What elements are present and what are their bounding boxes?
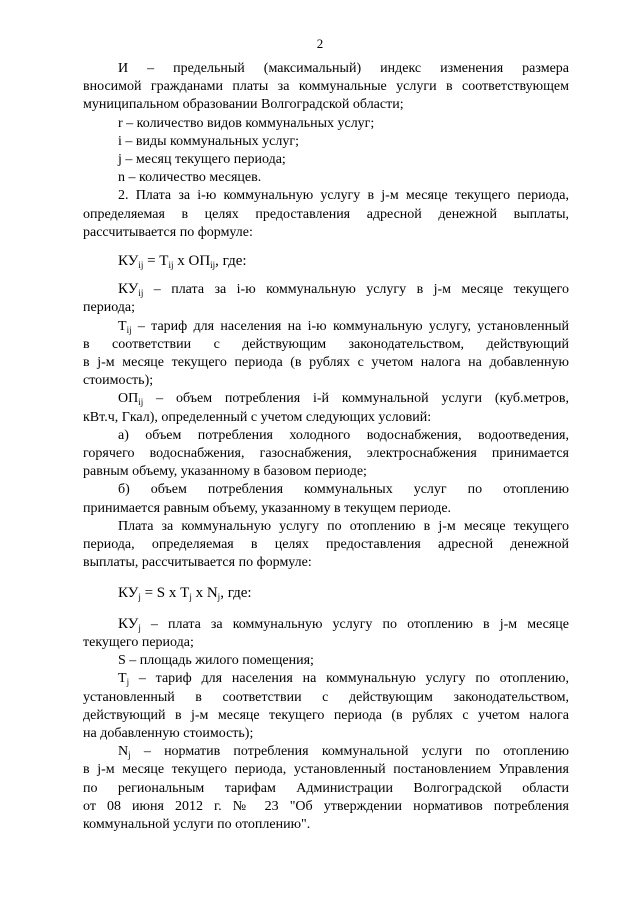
text-line: i – виды коммунальных услуг; [118, 133, 299, 149]
formula-1: $КУ_{ij} = Т_{ij}$ x $ОП_{ij}$, где: [118, 253, 247, 271]
text-line: равным объему, указанному в базовом периоде; [83, 464, 367, 480]
heating-paragraph: Плата за коммунальную услугу по отоплению в j-м месяце текущего [118, 518, 569, 534]
text-line: n – количество месяцев. [118, 170, 262, 186]
definition-t-j: $Т_j$ – тариф для населения на коммунальную услугу по отоплению, [118, 671, 569, 688]
text-line: j – месяц текущего периода; [118, 152, 286, 168]
text-line: в соответствии с действующим законодательством, действующий [83, 336, 569, 352]
text-line: периода, определяемая в целях предоставления адресной денежной [83, 537, 569, 553]
text-line: в j-м месяце текущего периода (в рублях с учетом налога на добавленную [83, 355, 569, 371]
text-line: от 08 июня 2012 г. № 23 "Об утверждении нормативов потребления [83, 798, 569, 814]
text-line: действующий в j-м месяце текущего периода (в рублях с учетом налога [83, 707, 569, 723]
text-line: периода; [83, 300, 136, 316]
condition-a: а) объем потребления холодного водоснабжения, водоотведения, [118, 427, 569, 443]
page-number: 2 [316, 36, 324, 51]
text-line: горячего водоснабжения, газоснабжения, электроснабжения принимается [83, 446, 569, 462]
text-line: установленный в соответствии с действующим законодательством, [83, 689, 569, 705]
text-line: 2. Плата за i-ю коммунальную услугу в j-м месяце текущего периода, [118, 188, 569, 204]
definition-n-j: $N_j$ – норматив потребления коммунальной услуги по отоплению [118, 744, 569, 761]
text-line: выплаты, рассчитывается по формуле: [83, 555, 312, 571]
document-body [83, 60, 569, 834]
text-line: на добавленную стоимость); [83, 725, 254, 741]
text-line: текущего периода; [83, 634, 194, 650]
text-line: И – предельный (максимальный) индекс изменения размера [118, 61, 569, 76]
formula-2: $КУ_j = S$ x $Т_j$ x $N_j$, где: [118, 585, 252, 603]
text-line: в j-м месяце текущего периода, установленный постановлением Управления [83, 762, 569, 778]
definition-ku-j: $КУ_j$ – плата за коммунальную услугу по отоплению в j-м месяце [118, 615, 569, 633]
definition-s: S – площадь жилого помещения; [118, 653, 314, 669]
text-line: принимается равным объему, указанному в текущем периоде. [83, 500, 452, 516]
text-line: рассчитывается по формуле: [83, 224, 253, 240]
text-line: стоимость); [83, 373, 154, 389]
text-line: определяемая в целях предоставления адресной денежной выплаты, [83, 206, 569, 222]
text-line: кВт.ч, Гкал), определенный с учетом следующих условий: [83, 409, 432, 425]
text-line: коммунальной услуги по отоплению". [83, 816, 311, 832]
text-line: r – количество видов коммунальных услуг; [118, 115, 375, 131]
definition-t-ij: $Т_{ij}$ – тариф для населения на i-ю коммунальную услугу, установленный [118, 318, 569, 335]
definition-ku-ij: $КУ_{ij}$ – плата за i-ю коммунальную услугу в j-м месяце текущего [118, 281, 569, 299]
definition-op-ij: $ОП_{ij}$ – объем потребления i-й коммунальной услуги (куб.метров, [118, 391, 569, 408]
text-line: вносимой гражданами платы за коммунальные услуги в соответствующем [83, 79, 569, 95]
text-line: муниципальном образовании Волгоградской области; [83, 97, 404, 113]
text-line: по региональным тарифам Администрации Волгоградской области [83, 780, 569, 796]
condition-b: б) объем потребления коммунальных услуг по отоплению [118, 482, 569, 498]
